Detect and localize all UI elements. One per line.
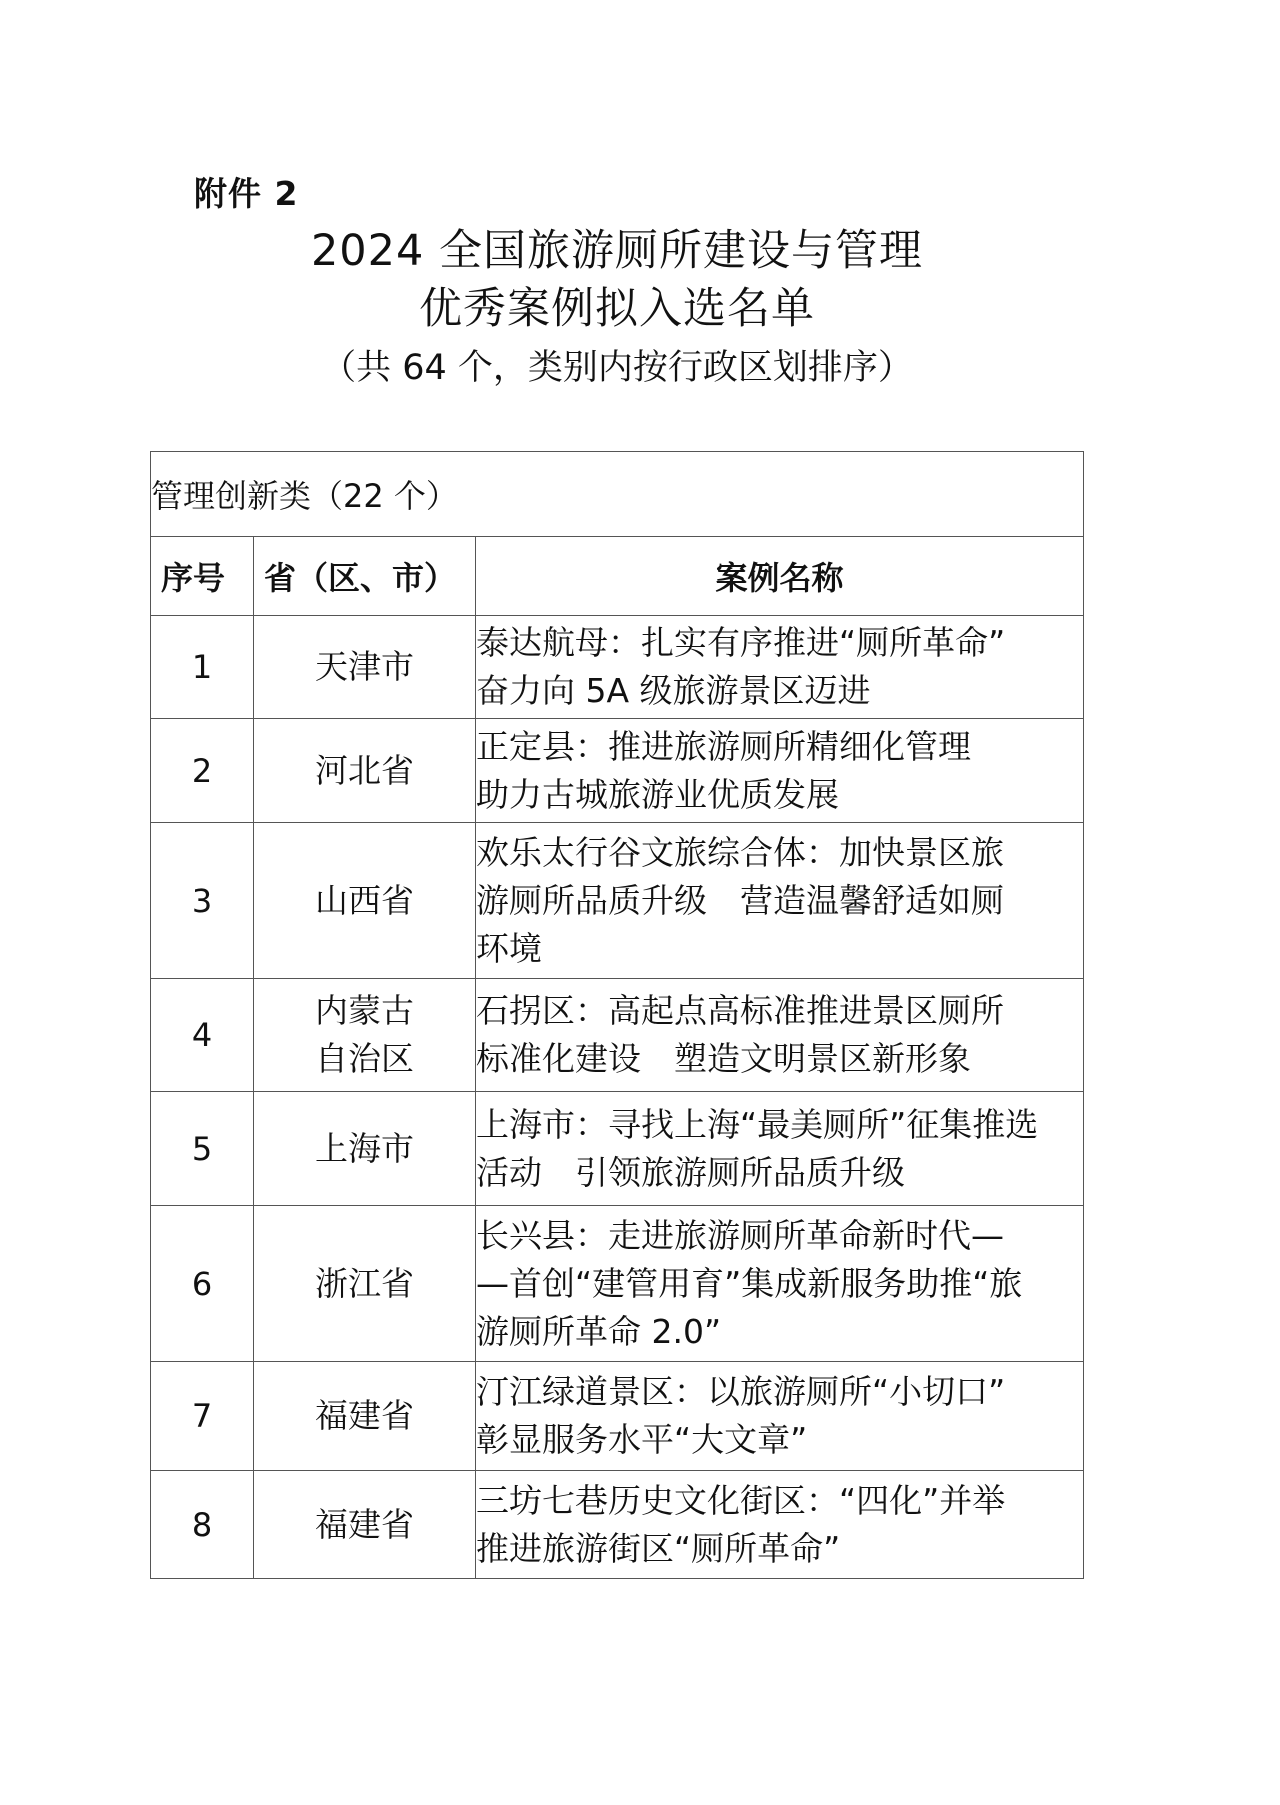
province-line: 河北省 <box>315 750 414 790</box>
province-line: 浙江省 <box>315 1263 414 1303</box>
table-row <box>151 1206 1084 1362</box>
table-row <box>151 1092 1084 1206</box>
category-row <box>151 452 1084 537</box>
case-name-line: —首创“建管用育”集成新服务助推“旅 <box>476 1263 1023 1303</box>
row-number: 7 <box>151 1362 254 1471</box>
row-province <box>254 616 476 719</box>
category-label: 管理创新类（22 个） <box>151 452 1084 537</box>
province-line: 福建省 <box>315 1504 414 1544</box>
case-name-line: 汀江绿道景区：以旅游厕所“小切口” <box>476 1372 1006 1411</box>
column-header-no: 序号 <box>151 537 254 616</box>
document-title-line-2: 优秀案例拟入选名单 <box>419 284 815 334</box>
province-line: 自治区 <box>315 1039 414 1078</box>
table-row <box>151 823 1084 979</box>
row-case-name <box>476 1362 1084 1471</box>
case-list-table <box>150 451 1084 1579</box>
case-name-line: 正定县：推进旅游厕所精细化管理 <box>476 726 971 766</box>
case-name-line: 长兴县：走进旅游厕所革命新时代— <box>476 1215 1004 1255</box>
row-province <box>254 1362 476 1471</box>
table-row <box>151 1362 1084 1471</box>
table-body <box>151 616 1084 1579</box>
column-header-province: 省（区、市） <box>254 537 476 616</box>
row-number: 3 <box>151 823 254 979</box>
row-province <box>254 979 476 1092</box>
row-case-name <box>476 1206 1084 1362</box>
case-name-line: 活动 引领旅游厕所品质升级 <box>476 1152 905 1192</box>
attachment-label: 附件 2 <box>194 174 299 213</box>
case-name-line: 助力古城旅游业优质发展 <box>476 774 839 814</box>
row-number: 8 <box>151 1471 254 1579</box>
document-title-line-1: 2024 全国旅游厕所建设与管理 <box>310 226 924 276</box>
row-province <box>254 1092 476 1206</box>
province-line: 内蒙古 <box>315 991 414 1030</box>
table-row <box>151 719 1084 823</box>
province-line: 天津市 <box>315 647 414 686</box>
case-name-line: 石拐区：高起点高标准推进景区厕所 <box>476 991 1004 1030</box>
document-subtitle: （共 64 个，类别内按行政区划排序） <box>321 348 913 388</box>
row-number: 5 <box>151 1092 254 1206</box>
case-name-line: 游厕所品质升级 营造温馨舒适如厕 <box>476 880 1004 920</box>
table-row <box>151 979 1084 1092</box>
case-name-line: 标准化建设 塑造文明景区新形象 <box>476 1039 971 1078</box>
row-case-name <box>476 616 1084 719</box>
case-name-line: 欢乐太行谷文旅综合体：加快景区旅 <box>476 832 1004 872</box>
row-province <box>254 1471 476 1579</box>
document-title-block <box>150 222 1084 396</box>
case-name-line: 三坊七巷历史文化街区：“四化”并举 <box>476 1480 1006 1520</box>
row-case-name <box>476 1471 1084 1579</box>
case-name-line: 游厕所革命 2.0” <box>476 1311 722 1351</box>
row-province <box>254 719 476 823</box>
case-name-line: 推进旅游街区“厕所革命” <box>476 1528 841 1568</box>
case-name-line: 泰达航母：扎实有序推进“厕所革命” <box>476 623 1006 662</box>
province-line: 福建省 <box>315 1396 414 1435</box>
column-header-case-name: 案例名称 <box>476 537 1084 616</box>
row-case-name <box>476 1092 1084 1206</box>
case-name-line: 奋力向 5A 级旅游景区迈进 <box>476 671 871 710</box>
case-name-line: 环境 <box>476 928 542 968</box>
row-case-name <box>476 823 1084 979</box>
row-number: 4 <box>151 979 254 1092</box>
row-case-name <box>476 719 1084 823</box>
table-row <box>151 616 1084 719</box>
row-province <box>254 1206 476 1362</box>
row-province <box>254 823 476 979</box>
province-line: 上海市 <box>315 1128 414 1168</box>
row-number: 1 <box>151 616 254 719</box>
row-number: 6 <box>151 1206 254 1362</box>
row-number: 2 <box>151 719 254 823</box>
row-case-name <box>476 979 1084 1092</box>
table-row <box>151 1471 1084 1579</box>
province-line: 山西省 <box>315 880 414 920</box>
case-name-line: 上海市：寻找上海“最美厕所”征集推选 <box>476 1104 1039 1144</box>
case-name-line: 彰显服务水平“大文章” <box>476 1420 808 1459</box>
table-header-row <box>151 537 1084 616</box>
